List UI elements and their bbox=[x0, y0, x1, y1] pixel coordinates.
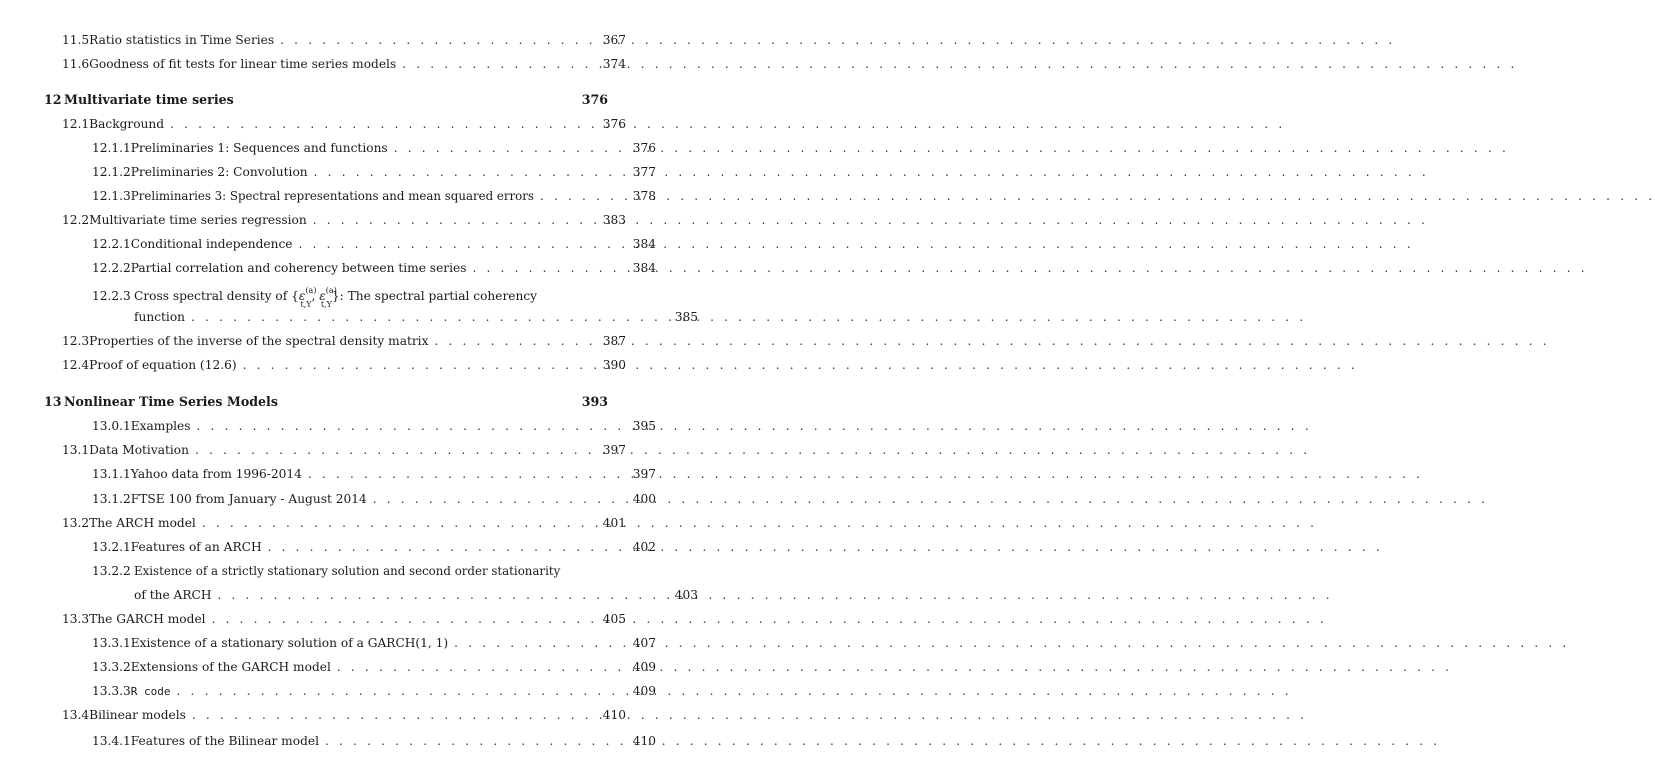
superscript: (a) bbox=[305, 286, 317, 295]
entry-number: 12.1 bbox=[62, 117, 90, 131]
entry-title-continuation: of the ARCH bbox=[134, 588, 212, 602]
toc-entry[interactable] bbox=[0, 283, 710, 309]
entry-title: Proof of equation (12.6) bbox=[89, 358, 237, 372]
epsilon-symbol: ε bbox=[298, 289, 306, 304]
dot-leader bbox=[313, 210, 1428, 230]
chapter-title: Nonlinear Time Series Models bbox=[64, 394, 278, 409]
dot-leader bbox=[170, 114, 1285, 134]
entry-page: 384 bbox=[632, 261, 656, 275]
toc-entry[interactable] bbox=[0, 513, 680, 533]
dot-leader bbox=[308, 464, 1423, 484]
entry-number: 12.2.3 bbox=[92, 289, 131, 304]
entry-page: 397 bbox=[602, 443, 626, 457]
dot-leader bbox=[373, 489, 1488, 509]
entry-page: 410 bbox=[602, 708, 626, 722]
toc-entry[interactable] bbox=[0, 114, 680, 134]
entry-page: 409 bbox=[632, 660, 656, 674]
entry-title: The ARCH model bbox=[89, 516, 196, 530]
toc-entry[interactable] bbox=[0, 464, 710, 484]
entry-page: 376 bbox=[602, 117, 626, 131]
entry-page: 400 bbox=[632, 492, 656, 506]
superscript: (a) bbox=[325, 286, 337, 295]
entry-title: Existence of a stationary solution of a GARCH(1, 1) bbox=[130, 636, 449, 650]
entry-number: 13.3.2 bbox=[92, 660, 131, 674]
title-suffix: }: The spectral partial coherency bbox=[331, 289, 538, 304]
chapter-title: Multivariate time series bbox=[64, 92, 234, 107]
title-prefix: Cross spectral density of { bbox=[134, 289, 299, 304]
entry-title: Bilinear models bbox=[89, 708, 186, 722]
entry-page: 390 bbox=[602, 358, 626, 372]
entry-page: 377 bbox=[632, 165, 656, 179]
dot-leader bbox=[243, 355, 1358, 375]
entry-number: 13.3 bbox=[62, 612, 90, 626]
toc-entry[interactable] bbox=[0, 609, 680, 629]
dot-leader bbox=[337, 657, 1452, 677]
toc-entry[interactable] bbox=[0, 355, 680, 375]
entry-title: Ratio statistics in Time Series bbox=[89, 33, 275, 47]
epsilon-symbol: ε bbox=[319, 289, 326, 304]
toc-entry[interactable] bbox=[0, 537, 710, 557]
toc-entry[interactable] bbox=[0, 210, 680, 230]
dot-leader bbox=[192, 705, 1307, 725]
dot-leader bbox=[325, 731, 1440, 751]
chapter-page: 376 bbox=[581, 92, 608, 107]
entry-number: 13.3.1 bbox=[92, 636, 131, 650]
entry-number: 12.2 bbox=[62, 213, 90, 227]
toc-entry[interactable] bbox=[0, 657, 710, 677]
dot-leader bbox=[218, 585, 1333, 605]
toc-chapter[interactable] bbox=[0, 90, 662, 110]
toc-entry[interactable] bbox=[0, 561, 710, 581]
dot-leader bbox=[394, 138, 1509, 158]
entry-page: 385 bbox=[674, 310, 698, 324]
entry-page: 410 bbox=[632, 734, 656, 748]
entry-title: Multivariate time series regression bbox=[89, 213, 307, 227]
toc-entry[interactable] bbox=[0, 681, 710, 701]
entry-page: 403 bbox=[674, 588, 698, 602]
entry-title: Extensions of the GARCH model bbox=[130, 660, 331, 674]
entry-title: Features of the Bilinear model bbox=[130, 734, 319, 748]
entry-number: 12.1.3 bbox=[92, 189, 131, 203]
dot-leader bbox=[191, 307, 1306, 327]
dot-leader bbox=[177, 681, 1292, 701]
entry-title: Partial correlation and coherency between time series bbox=[130, 261, 467, 275]
entry-page: 367 bbox=[602, 33, 626, 47]
entry-number: 12.2.1 bbox=[92, 237, 131, 251]
toc-entry-continuation[interactable] bbox=[0, 307, 752, 327]
entry-number: 12.2.2 bbox=[92, 261, 131, 275]
toc-entry[interactable] bbox=[0, 705, 680, 725]
toc-chapter[interactable] bbox=[0, 392, 662, 412]
dot-leader bbox=[195, 440, 1310, 460]
toc-entry[interactable] bbox=[0, 186, 710, 206]
dot-leader bbox=[314, 162, 1429, 182]
toc-entry[interactable] bbox=[0, 30, 680, 50]
entry-title: Features of an ARCH bbox=[130, 540, 262, 554]
entry-title: Conditional independence bbox=[130, 237, 293, 251]
separator: , bbox=[311, 289, 320, 304]
toc-entry[interactable] bbox=[0, 633, 710, 653]
entry-title: Examples bbox=[130, 419, 191, 433]
toc-entry[interactable] bbox=[0, 331, 680, 351]
dot-leader bbox=[299, 234, 1414, 254]
dot-leader bbox=[202, 513, 1317, 533]
entry-number: 13.3.3 bbox=[92, 684, 131, 698]
entry-page: 384 bbox=[632, 237, 656, 251]
entry-title: The GARCH model bbox=[89, 612, 206, 626]
entry-title: R code bbox=[130, 685, 171, 698]
dot-leader bbox=[212, 609, 1327, 629]
entry-title: Properties of the inverse of the spectral density matrix bbox=[89, 334, 429, 348]
toc-entry[interactable] bbox=[0, 162, 710, 182]
entry-number: 13.1.2 bbox=[92, 492, 131, 506]
toc-entry[interactable] bbox=[0, 440, 680, 460]
entry-number: 13.2.1 bbox=[92, 540, 131, 554]
entry-title: Preliminaries 2: Convolution bbox=[130, 165, 308, 179]
entry-title: Yahoo data from 1996-2014 bbox=[130, 467, 302, 481]
entry-number: 13.2 bbox=[62, 516, 90, 530]
entry-title: Data Motivation bbox=[89, 443, 189, 457]
entry-page: 409 bbox=[632, 684, 656, 698]
entry-page: 397 bbox=[632, 467, 656, 481]
entry-page: 387 bbox=[602, 334, 626, 348]
entry-title: FTSE 100 from January - August 2014 bbox=[130, 492, 367, 506]
toc-entry[interactable] bbox=[0, 54, 680, 74]
dot-leader bbox=[454, 633, 1569, 653]
toc-entry[interactable] bbox=[0, 234, 710, 254]
chapter-number: 12 bbox=[44, 92, 62, 107]
entry-title: Preliminaries 3: Spectral representations and mean squared errors bbox=[130, 189, 534, 203]
entry-page: 405 bbox=[602, 612, 626, 626]
dot-leader bbox=[280, 30, 1395, 50]
entry-title: Background bbox=[89, 117, 165, 131]
entry-page: 395 bbox=[632, 419, 656, 433]
dot-leader bbox=[540, 186, 1655, 206]
entry-number: 12.1.2 bbox=[92, 165, 131, 179]
entry-number: 13.0.1 bbox=[92, 419, 131, 433]
subscript: t,Y bbox=[320, 299, 332, 309]
toc-entry[interactable] bbox=[0, 731, 710, 751]
toc-entry-continuation[interactable] bbox=[0, 585, 752, 605]
entry-number: 11.6 bbox=[62, 57, 90, 71]
entry-page: 407 bbox=[632, 636, 656, 650]
entry-page: 402 bbox=[632, 540, 656, 554]
entry-title: Existence of a strictly stationary solution and second order stationarity bbox=[134, 564, 561, 578]
entry-number: 13.1 bbox=[62, 443, 90, 457]
entry-number: 13.2.2 bbox=[92, 564, 131, 578]
table-of-contents bbox=[0, 0, 698, 768]
subscript: t,Y bbox=[300, 299, 312, 309]
entry-page: 376 bbox=[632, 141, 656, 155]
toc-entry[interactable] bbox=[0, 138, 710, 158]
entry-page: 383 bbox=[602, 213, 626, 227]
entry-number: 13.4.1 bbox=[92, 734, 131, 748]
entry-page: 401 bbox=[602, 516, 626, 530]
entry-number: 12.4 bbox=[62, 358, 90, 372]
toc-entry[interactable] bbox=[0, 489, 710, 509]
entry-number: 13.1.1 bbox=[92, 467, 131, 481]
entry-page: 374 bbox=[602, 57, 626, 71]
dot-leader bbox=[197, 416, 1312, 436]
chapter-page: 393 bbox=[581, 394, 608, 409]
dot-leader bbox=[268, 537, 1383, 557]
entry-number: 13.4 bbox=[62, 708, 90, 722]
entry-number: 11.5 bbox=[62, 33, 90, 47]
entry-title: Goodness of fit tests for linear time series models bbox=[89, 57, 397, 71]
entry-title: Preliminaries 1: Sequences and functions bbox=[130, 141, 388, 155]
toc-entry[interactable] bbox=[0, 416, 710, 436]
entry-number: 12.3 bbox=[62, 334, 90, 348]
entry-number: 12.1.1 bbox=[92, 141, 131, 155]
chapter-number: 13 bbox=[44, 394, 62, 409]
dot-leader bbox=[402, 54, 1517, 74]
toc-entry[interactable] bbox=[0, 258, 710, 278]
entry-title-continuation: function bbox=[134, 310, 186, 324]
entry-page: 378 bbox=[632, 189, 656, 203]
